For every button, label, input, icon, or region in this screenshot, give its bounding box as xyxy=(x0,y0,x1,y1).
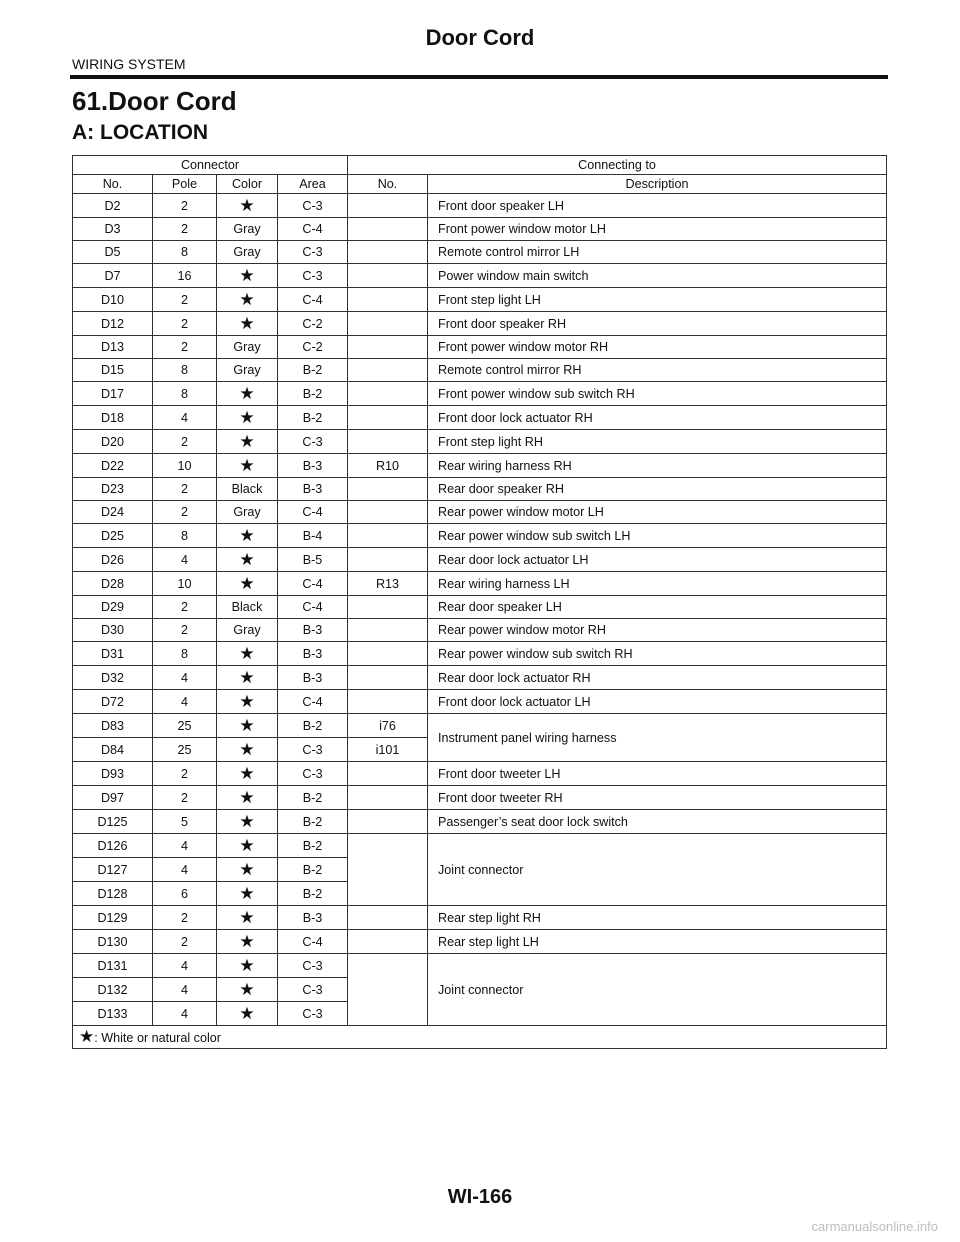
table-row xyxy=(73,810,887,834)
connecting-to-no-cell xyxy=(348,690,428,714)
legend-row xyxy=(73,1026,887,1049)
white-star-icon: ★ xyxy=(217,430,278,454)
description-cell: Remote control mirror RH xyxy=(428,359,887,382)
connector-no-cell: D29 xyxy=(73,596,153,619)
area-cell: B-2 xyxy=(278,406,348,430)
white-star-icon: ★ xyxy=(217,642,278,666)
color-cell: Gray xyxy=(217,218,278,241)
area-cell: B-3 xyxy=(278,619,348,642)
connector-no-cell: D18 xyxy=(73,406,153,430)
connector-no-cell: D13 xyxy=(73,336,153,359)
area-cell: C-3 xyxy=(278,978,348,1002)
description-cell: Rear door speaker LH xyxy=(428,596,887,619)
description-cell: Rear door lock actuator RH xyxy=(428,666,887,690)
table-row xyxy=(73,572,887,596)
connecting-to-no-cell xyxy=(348,218,428,241)
description-cell: Front door lock actuator LH xyxy=(428,690,887,714)
connecting-to-no-cell xyxy=(348,430,428,454)
connecting-to-no-cell xyxy=(348,524,428,548)
description-cell: Front door lock actuator RH xyxy=(428,406,887,430)
color-cell: Gray xyxy=(217,501,278,524)
description-cell: Front door tweeter LH xyxy=(428,762,887,786)
connector-no-cell: D15 xyxy=(73,359,153,382)
connector-group-header: Connector xyxy=(73,156,348,175)
pole-cell: 8 xyxy=(153,382,217,406)
color-cell: Gray xyxy=(217,241,278,264)
connector-no-cell: D83 xyxy=(73,714,153,738)
area-cell: B-3 xyxy=(278,642,348,666)
description-cell: Front door speaker LH xyxy=(428,194,887,218)
white-star-icon: ★ xyxy=(217,906,278,930)
pole-cell: 2 xyxy=(153,619,217,642)
table-row xyxy=(73,218,887,241)
white-star-icon: ★ xyxy=(217,954,278,978)
connector-no-cell: D131 xyxy=(73,954,153,978)
table-row xyxy=(73,786,887,810)
pole-cell: 2 xyxy=(153,478,217,501)
table-row xyxy=(73,714,887,738)
description-cell: Rear step light RH xyxy=(428,906,887,930)
table-row xyxy=(73,264,887,288)
connecting-to-no-cell xyxy=(348,336,428,359)
pole-cell: 4 xyxy=(153,954,217,978)
pole-cell: 2 xyxy=(153,501,217,524)
page-header-title: Door Cord xyxy=(425,25,535,50)
connector-no-cell: D128 xyxy=(73,882,153,906)
connector-no-cell: D28 xyxy=(73,572,153,596)
area-cell: B-5 xyxy=(278,548,348,572)
area-cell: B-3 xyxy=(278,666,348,690)
description-cell: Front door speaker RH xyxy=(428,312,887,336)
table-row xyxy=(73,288,887,312)
connector-no-cell: D30 xyxy=(73,619,153,642)
table-row xyxy=(73,478,887,501)
connecting-to-no-cell xyxy=(348,642,428,666)
white-star-icon: ★ xyxy=(217,288,278,312)
connecting-to-no-cell xyxy=(348,478,428,501)
pole-cell: 2 xyxy=(153,430,217,454)
description-cell: Power window main switch xyxy=(428,264,887,288)
pole-cell: 4 xyxy=(153,834,217,858)
pole-cell: 2 xyxy=(153,194,217,218)
area-cell: C-4 xyxy=(278,596,348,619)
page-header-section: WIRING SYSTEM xyxy=(72,56,186,72)
white-star-icon: ★ xyxy=(217,1002,278,1026)
pole-cell: 2 xyxy=(153,930,217,954)
color-cell: Black xyxy=(217,478,278,501)
table-row xyxy=(73,642,887,666)
column-header-pole: Pole xyxy=(153,175,217,194)
pole-cell: 2 xyxy=(153,786,217,810)
connecting-to-no-cell xyxy=(348,930,428,954)
area-cell: B-2 xyxy=(278,882,348,906)
white-star-icon: ★ xyxy=(217,524,278,548)
connector-no-cell: D130 xyxy=(73,930,153,954)
connecting-to-no-cell xyxy=(348,954,428,1026)
white-star-icon: ★ xyxy=(217,194,278,218)
connector-no-cell: D132 xyxy=(73,978,153,1002)
white-star-icon: ★ xyxy=(217,882,278,906)
connecting-to-no-cell xyxy=(348,810,428,834)
connecting-to-no-cell xyxy=(348,359,428,382)
pole-cell: 2 xyxy=(153,336,217,359)
connector-no-cell: D3 xyxy=(73,218,153,241)
area-cell: B-2 xyxy=(278,810,348,834)
connector-no-cell: D12 xyxy=(73,312,153,336)
table-row xyxy=(73,762,887,786)
connector-no-cell: D22 xyxy=(73,454,153,478)
area-cell: C-4 xyxy=(278,501,348,524)
area-cell: C-2 xyxy=(278,312,348,336)
connecting-to-no-cell xyxy=(348,596,428,619)
area-cell: B-3 xyxy=(278,906,348,930)
pole-cell: 4 xyxy=(153,406,217,430)
connecting-to-no-cell xyxy=(348,762,428,786)
connecting-to-no-cell: i76 xyxy=(348,714,428,738)
column-header-area: Area xyxy=(278,175,348,194)
connector-no-cell: D5 xyxy=(73,241,153,264)
connector-no-cell: D126 xyxy=(73,834,153,858)
area-cell: C-4 xyxy=(278,572,348,596)
connector-no-cell: D24 xyxy=(73,501,153,524)
pole-cell: 25 xyxy=(153,714,217,738)
pole-cell: 8 xyxy=(153,241,217,264)
area-cell: B-2 xyxy=(278,834,348,858)
table-row xyxy=(73,524,887,548)
description-cell: Rear power window motor RH xyxy=(428,619,887,642)
area-cell: B-2 xyxy=(278,858,348,882)
connector-no-cell: D127 xyxy=(73,858,153,882)
description-cell: Rear step light LH xyxy=(428,930,887,954)
white-star-icon: ★ xyxy=(217,930,278,954)
connector-no-cell: D17 xyxy=(73,382,153,406)
connecting-to-group-header: Connecting to xyxy=(348,156,887,175)
table-row xyxy=(73,834,887,858)
pole-cell: 8 xyxy=(153,524,217,548)
area-cell: C-4 xyxy=(278,690,348,714)
pole-cell: 4 xyxy=(153,548,217,572)
table-row xyxy=(73,954,887,978)
table-row xyxy=(73,430,887,454)
description-cell: Rear power window sub switch LH xyxy=(428,524,887,548)
description-cell: Remote control mirror LH xyxy=(428,241,887,264)
color-cell: Gray xyxy=(217,336,278,359)
connector-no-cell: D10 xyxy=(73,288,153,312)
page-number: WI-166 xyxy=(447,1186,513,1208)
description-cell: Front power window motor LH xyxy=(428,218,887,241)
connector-no-cell: D84 xyxy=(73,738,153,762)
table-row xyxy=(73,930,887,954)
description-cell: Front power window sub switch RH xyxy=(428,382,887,406)
white-star-icon: ★ xyxy=(217,858,278,882)
description-cell: Rear power window sub switch RH xyxy=(428,642,887,666)
white-star-icon: ★ xyxy=(217,834,278,858)
connecting-to-no-cell xyxy=(348,834,428,906)
description-cell: Front step light LH xyxy=(428,288,887,312)
table-row xyxy=(73,336,887,359)
pole-cell: 6 xyxy=(153,882,217,906)
pole-cell: 2 xyxy=(153,906,217,930)
table-row xyxy=(73,596,887,619)
description-cell: Front power window motor RH xyxy=(428,336,887,359)
area-cell: C-3 xyxy=(278,762,348,786)
white-star-icon: ★ xyxy=(217,714,278,738)
connecting-to-no-cell xyxy=(348,548,428,572)
white-star-icon: ★ xyxy=(217,786,278,810)
legend-text: : White or natural color xyxy=(94,1030,221,1045)
color-cell: Gray xyxy=(217,359,278,382)
connector-no-cell: D7 xyxy=(73,264,153,288)
pole-cell: 16 xyxy=(153,264,217,288)
description-cell: Joint connector xyxy=(428,954,887,1026)
description-cell: Rear door lock actuator LH xyxy=(428,548,887,572)
white-star-icon: ★ xyxy=(217,406,278,430)
white-star-icon: ★ xyxy=(217,762,278,786)
area-cell: B-2 xyxy=(278,359,348,382)
white-star-icon: ★ xyxy=(217,548,278,572)
subsection-title: A: LOCATION xyxy=(72,121,209,144)
description-cell: Front step light RH xyxy=(428,430,887,454)
table-row xyxy=(73,666,887,690)
area-cell: B-3 xyxy=(278,454,348,478)
color-cell: Gray xyxy=(217,619,278,642)
pole-cell: 8 xyxy=(153,359,217,382)
pole-cell: 2 xyxy=(153,288,217,312)
table-row xyxy=(73,241,887,264)
area-cell: C-4 xyxy=(278,218,348,241)
connecting-to-no-cell xyxy=(348,501,428,524)
connecting-to-no-cell xyxy=(348,264,428,288)
connecting-to-no-cell: R10 xyxy=(348,454,428,478)
table-row xyxy=(73,406,887,430)
pole-cell: 5 xyxy=(153,810,217,834)
table-row xyxy=(73,619,887,642)
connecting-to-no-cell xyxy=(348,666,428,690)
connector-no-cell: D93 xyxy=(73,762,153,786)
connector-no-cell: D20 xyxy=(73,430,153,454)
connecting-to-no-cell xyxy=(348,312,428,336)
pole-cell: 4 xyxy=(153,690,217,714)
description-cell: Rear power window motor LH xyxy=(428,501,887,524)
description-cell: Passenger’s seat door lock switch xyxy=(428,810,887,834)
connector-no-cell: D31 xyxy=(73,642,153,666)
area-cell: B-2 xyxy=(278,786,348,810)
white-star-icon: ★ xyxy=(217,312,278,336)
white-star-icon: ★ xyxy=(217,264,278,288)
connecting-to-no-cell xyxy=(348,288,428,312)
white-star-icon: ★ xyxy=(79,1026,95,1046)
connector-no-cell: D26 xyxy=(73,548,153,572)
pole-cell: 2 xyxy=(153,762,217,786)
white-star-icon: ★ xyxy=(217,666,278,690)
connector-no-cell: D72 xyxy=(73,690,153,714)
pole-cell: 4 xyxy=(153,978,217,1002)
pole-cell: 2 xyxy=(153,218,217,241)
pole-cell: 25 xyxy=(153,738,217,762)
description-cell: Rear wiring harness LH xyxy=(428,572,887,596)
color-cell: Black xyxy=(217,596,278,619)
white-star-icon: ★ xyxy=(217,978,278,1002)
column-header-no: No. xyxy=(73,175,153,194)
connecting-to-no-cell: R13 xyxy=(348,572,428,596)
table-row xyxy=(73,382,887,406)
area-cell: C-3 xyxy=(278,1002,348,1026)
area-cell: C-2 xyxy=(278,336,348,359)
description-cell: Rear door speaker RH xyxy=(428,478,887,501)
pole-cell: 10 xyxy=(153,572,217,596)
table-group-header-row xyxy=(73,156,887,175)
pole-cell: 8 xyxy=(153,642,217,666)
area-cell: B-2 xyxy=(278,714,348,738)
white-star-icon: ★ xyxy=(217,382,278,406)
connecting-to-no-cell xyxy=(348,241,428,264)
connecting-to-no-cell xyxy=(348,406,428,430)
area-cell: C-3 xyxy=(278,738,348,762)
pole-cell: 4 xyxy=(153,858,217,882)
area-cell: C-4 xyxy=(278,288,348,312)
area-cell: C-3 xyxy=(278,194,348,218)
connecting-to-no-cell xyxy=(348,619,428,642)
table-row xyxy=(73,312,887,336)
pole-cell: 4 xyxy=(153,1002,217,1026)
connecting-to-no-cell xyxy=(348,194,428,218)
table-row xyxy=(73,690,887,714)
area-cell: B-3 xyxy=(278,478,348,501)
connector-no-cell: D97 xyxy=(73,786,153,810)
area-cell: C-3 xyxy=(278,241,348,264)
connecting-to-no-cell xyxy=(348,906,428,930)
description-cell: Rear wiring harness RH xyxy=(428,454,887,478)
white-star-icon: ★ xyxy=(217,454,278,478)
connecting-to-no-cell xyxy=(348,382,428,406)
table-row xyxy=(73,454,887,478)
table-row xyxy=(73,906,887,930)
legend-note xyxy=(73,1026,887,1049)
connector-no-cell: D2 xyxy=(73,194,153,218)
table-row xyxy=(73,194,887,218)
pole-cell: 2 xyxy=(153,312,217,336)
white-star-icon: ★ xyxy=(217,690,278,714)
column-header-color: Color xyxy=(217,175,278,194)
pole-cell: 4 xyxy=(153,666,217,690)
white-star-icon: ★ xyxy=(217,810,278,834)
header-divider xyxy=(70,75,888,79)
description-cell: Joint connector xyxy=(428,834,887,906)
area-cell: C-3 xyxy=(278,954,348,978)
connector-no-cell: D23 xyxy=(73,478,153,501)
white-star-icon: ★ xyxy=(217,572,278,596)
connector-table xyxy=(72,155,887,1049)
area-cell: C-4 xyxy=(278,930,348,954)
white-star-icon: ★ xyxy=(217,738,278,762)
column-header-description: Description xyxy=(428,175,887,194)
connector-no-cell: D129 xyxy=(73,906,153,930)
pole-cell: 2 xyxy=(153,596,217,619)
connector-no-cell: D133 xyxy=(73,1002,153,1026)
connector-no-cell: D32 xyxy=(73,666,153,690)
area-cell: C-3 xyxy=(278,264,348,288)
area-cell: B-4 xyxy=(278,524,348,548)
watermark: carmanualsonline.info xyxy=(811,1219,938,1234)
connecting-to-no-cell xyxy=(348,786,428,810)
connector-no-cell: D25 xyxy=(73,524,153,548)
connecting-to-no-cell: i101 xyxy=(348,738,428,762)
table-row xyxy=(73,501,887,524)
table-row xyxy=(73,359,887,382)
column-header-to-no: No. xyxy=(348,175,428,194)
section-title: 61.Door Cord xyxy=(72,86,237,116)
table-row xyxy=(73,548,887,572)
description-cell: Front door tweeter RH xyxy=(428,786,887,810)
table-column-header-row xyxy=(73,175,887,194)
pole-cell: 10 xyxy=(153,454,217,478)
area-cell: B-2 xyxy=(278,382,348,406)
description-cell: Instrument panel wiring harness xyxy=(428,714,887,762)
connector-no-cell: D125 xyxy=(73,810,153,834)
area-cell: C-3 xyxy=(278,430,348,454)
